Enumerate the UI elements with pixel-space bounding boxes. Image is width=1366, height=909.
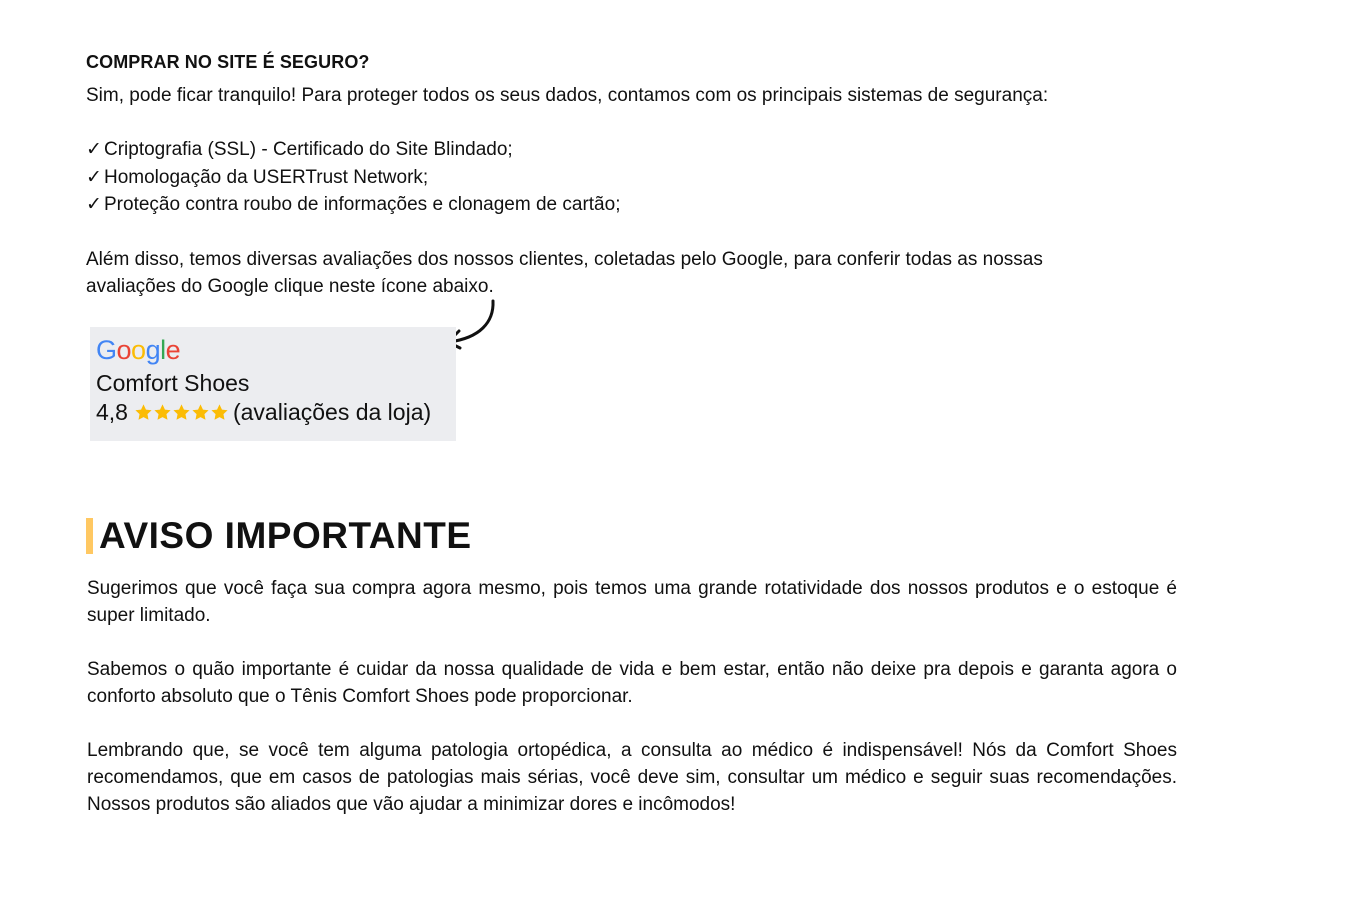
store-name: Comfort Shoes	[96, 370, 250, 396]
star-rating	[134, 403, 229, 422]
faq-question: COMPRAR NO SITE É SEGURO?	[86, 52, 370, 72]
google-reviews-badge[interactable]	[90, 327, 456, 441]
check-icon: ✓	[86, 139, 102, 160]
star-icon	[134, 403, 153, 422]
rating-row	[96, 398, 456, 426]
checklist-item-label: Criptografia (SSL) - Certificado do Site Blindado;	[104, 139, 513, 160]
star-icon	[153, 403, 172, 422]
checklist-item	[86, 136, 1226, 164]
checklist-item	[86, 191, 1226, 219]
reviews-text-line-2: avaliações do Google clique neste ícone abaixo.	[86, 275, 494, 297]
rating-caption: (avaliações da loja)	[232, 399, 432, 425]
google-logo: Google	[96, 335, 181, 365]
notice-body	[87, 575, 1177, 818]
checklist-item-label: Homologação da USERTrust Network;	[104, 166, 429, 188]
accent-bar	[86, 518, 93, 554]
notice-heading	[86, 516, 472, 556]
checklist-item	[86, 164, 1226, 192]
check-icon: ✓	[86, 194, 102, 215]
notice-paragraph-3: Lembrando que, se você tem alguma patologia ortopédica, a consulta ao médico é indispensável! Nós da Comfort Shoes recomendamos, que em casos de patologias mais sérias, você deve sim, consultar um médico e seguir suas recomendações. Nossos produtos são aliados que vão ajudar a minimizar dores e incômodos!	[87, 740, 1177, 815]
star-icon	[172, 403, 191, 422]
rating-value: 4,8	[96, 399, 128, 425]
faq-section	[86, 48, 1226, 300]
notice-paragraph-1: Sugerimos que você faça sua compra agora mesmo, pois temos uma grande rotatividade dos nossos produtos e o estoque é super limitado.	[87, 578, 1177, 626]
reviews-text-line-1: Além disso, temos diversas avaliações dos nossos clientes, coletadas pelo Google, para conferir todas as nossas	[86, 248, 1043, 270]
faq-answer-intro: Sim, pode ficar tranquilo! Para proteger todos os seus dados, contamos com os principais sistemas de segurança:	[86, 85, 1049, 106]
notice-title: AVISO IMPORTANTE	[99, 515, 472, 556]
checklist-item-label: Proteção contra roubo de informações e clonagem de cartão;	[104, 194, 621, 215]
star-icon	[191, 403, 210, 422]
security-checklist	[86, 136, 1226, 219]
notice-paragraph-2: Sabemos o quão importante é cuidar da nossa qualidade de vida e bem estar, então não deixe pra depois e garanta agora o conforto absoluto que o Tênis Comfort Shoes pode proporcionar.	[87, 659, 1177, 707]
check-icon: ✓	[86, 166, 102, 188]
star-icon	[210, 403, 229, 422]
